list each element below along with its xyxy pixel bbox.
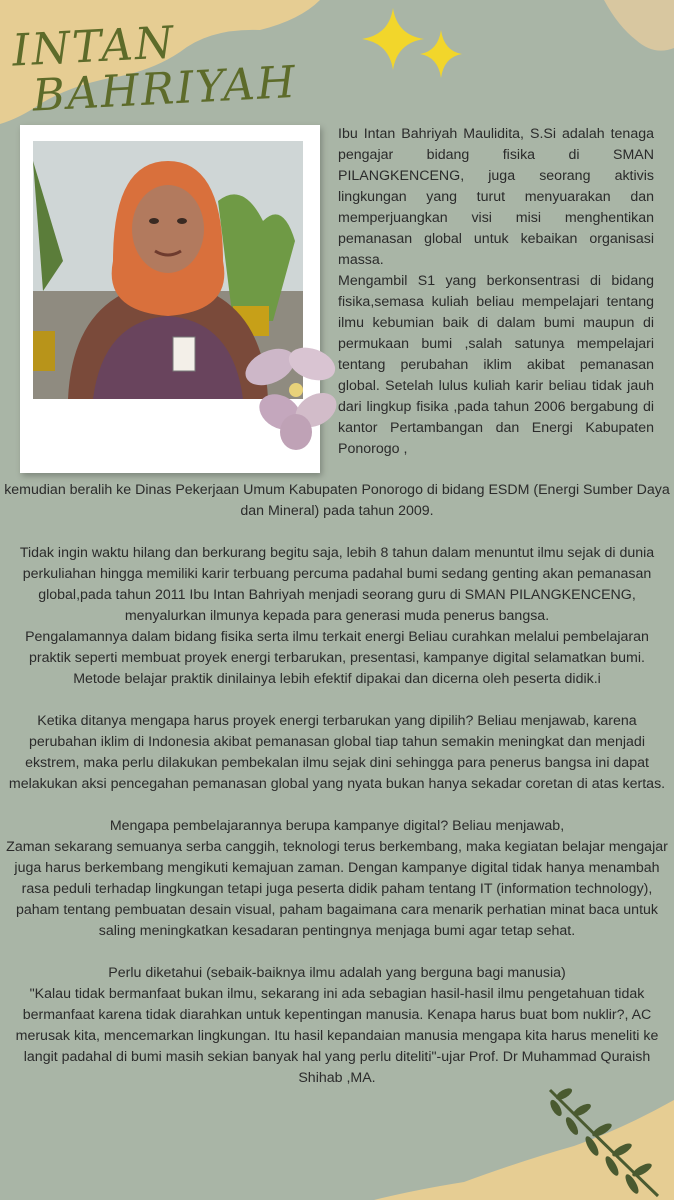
bio-section xyxy=(338,124,654,460)
body-paragraph-7: Perlu diketahui (sebaik-baiknya ilmu adalah yang berguna bagi manusia) xyxy=(108,965,566,981)
pressed-flower-icon xyxy=(240,332,340,452)
body-paragraph-1: kemudian beralih ke Dinas Pekerjaan Umum Kabupaten Ponorogo di bidang ESDM (Energi Sumber Daya dan Mineral) pada tahun 2009. xyxy=(4,482,670,519)
body-paragraph-6: Zaman sekarang semuanya serba canggih, teknologi terus berkembang, maka kegiatan belajar mengajar juga harus berkembang mengikuti kemajuan zaman. Dengan kampanye digital tidak hanya menambah rasa peduli terhadap lingkungan tetapi juga peserta didik paham tentang IT (information technology), paham tentang pembuatan desain visual, paham bagaimana cara menarik perhatian minat baca untuk saling meningkatkan kesadaran pentingnya menjaga bumi agar tetap sehat. xyxy=(6,839,668,939)
torn-paper-top-right xyxy=(584,0,674,60)
body-paragraph-4: Ketika ditanya mengapa harus proyek energi terbarukan yang dipilih? Beliau menjawab, karena perubahan iklim di Indonesia akibat pemanasan global tiap tahun semakin meningkat dan menjadi ekstrem, maka perlu dilakukan pembekalan ilmu sejak dini sehingga para penerus bangsa ini dapat melakukan aksi pencegahan pemanasan global yang nyata bukan hanya sekadar coretan di atas kertas. xyxy=(8,713,666,792)
bio-paragraph-1: Ibu Intan Bahriyah Maulidita, S.Si adalah tenaga pengajar bidang fisika di SMAN PILANGKENCENG, juga seorang aktivis lingkungan yang turut menyuarakan dan memperjuangkan visi misi menghentikan pemanasan global untuk kebaikan organisasi massa. xyxy=(338,126,654,268)
body-section xyxy=(4,480,670,1089)
body-paragraph-5: Mengapa pembelajarannya berupa kampanye digital? Beliau menjawab, xyxy=(109,818,565,834)
body-paragraph-2: Tidak ingin waktu hilang dan berkurang begitu saja, lebih 8 tahun dalam menuntut ilmu sejak di dunia perkuliahan hingga memiliki karir terbuang percuma padahal bumi sedang genting akan pemanasan global,pada tahun 2011 Ibu Intan Bahriyah menjadi seorang guru di SMAN PILANGKENCENG, menyalurkan ilmunya kepada para generasi muda penerus bangsa. xyxy=(19,545,655,624)
title-line-2: BAHRIYAH xyxy=(31,56,299,122)
body-paragraph-8: "Kalau tidak bermanfaat bukan ilmu, sekarang ini ada sebagian hasil-hasil ilmu pengetahuan tidak bermanfaat karena tidak diarahkan untuk kepentingan manusia. Kenapa harus buat bom nuklir?, AC merusak kita, mencemarkan lingkungan. Itu hasil kepandaian manusia mengapa kita harus meneliti ke langit padahal di bumi masih sekian banyak hal yang perlu diteliti"-ujar Prof. Dr Muhammad Quraish Shihab ,MA. xyxy=(15,986,659,1086)
fern-leaf-icon xyxy=(540,1080,670,1200)
sparkle-star-small-icon xyxy=(420,30,462,78)
body-paragraph-3: Pengalamannya dalam bidang fisika serta ilmu terkait energi Beliau curahkan melalui pembelajaran praktik seperti membuat proyek energi terbarukan, presentasi, kampanye digital selamatkan bumi. Metode belajar praktik dinilainya lebih efektif dipakai dan dicerna oleh peserta didik.i xyxy=(25,629,649,687)
title-line-1: INTAN xyxy=(10,17,177,77)
sparkle-star-icon xyxy=(362,8,424,70)
bio-paragraph-2: Mengambil S1 yang berkonsentrasi di bidang fisika,semasa kuliah beliau mempelajari tentang ilmu kebumian baik di dalam bumi maupun di permukaan bumi ,salah satunya mempelajari tentang perubahan iklim akibat pemanasan global. Setelah lulus kuliah karir beliau tidak jauh dari lingkup fisika ,pada tahun 2006 bergabung di kantor Pertambangan dan Energi Kabupaten Ponorogo , xyxy=(338,273,654,457)
